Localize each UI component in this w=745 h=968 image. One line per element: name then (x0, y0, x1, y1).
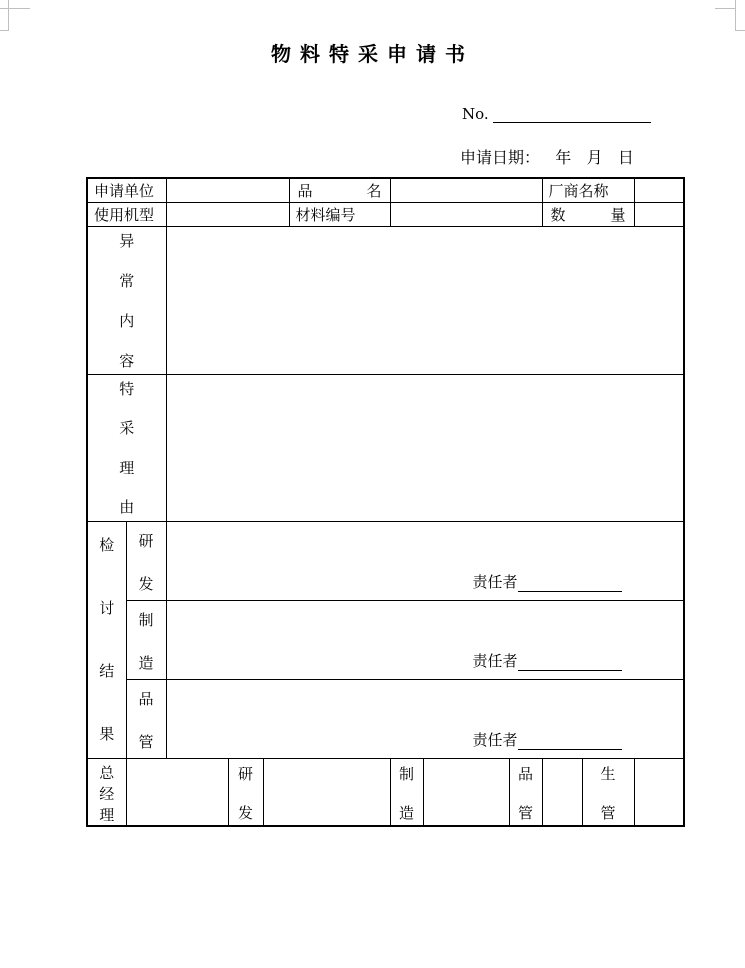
row-review-mfg (87, 600, 684, 679)
apply-date (460, 145, 634, 168)
approval-rd-char: 研 (238, 764, 254, 783)
review-rd-field[interactable] (166, 521, 684, 600)
special-reason-field[interactable] (166, 374, 684, 521)
mfg-responsible-field[interactable] (518, 656, 622, 671)
review-result-label (87, 521, 126, 758)
mfg-responsible (473, 650, 622, 671)
review-qc-field[interactable] (166, 679, 684, 758)
review-char: 结 (99, 661, 115, 680)
approval-pc-field[interactable] (634, 758, 684, 826)
apply-date-label: 申请日期： (460, 148, 541, 167)
form-number (462, 105, 651, 123)
abnormal-char: 异 (119, 231, 135, 250)
vendor-field[interactable] (634, 178, 684, 202)
approval-qc-char: 品 (518, 764, 534, 783)
form-title: 物料特采申请书 (271, 42, 474, 66)
apply-date-year: 年 (555, 148, 572, 167)
qc-responsible-field[interactable] (518, 735, 622, 750)
abnormal-char: 内 (119, 311, 135, 330)
quantity-field[interactable] (634, 202, 684, 226)
abnormal-content-field[interactable] (166, 226, 684, 374)
review-char: 检 (99, 535, 115, 554)
page-corner-mark (735, 0, 745, 31)
row-review-qc (87, 679, 684, 758)
review-char: 果 (99, 724, 115, 743)
approval-mfg-char: 制 (399, 764, 415, 783)
responsible-label: 责任者 (472, 651, 518, 670)
material-no-field[interactable] (390, 202, 542, 226)
special-reason-label (87, 374, 166, 521)
abnormal-char: 常 (119, 271, 135, 290)
form-number-label: No. (462, 105, 489, 123)
gm-label (87, 758, 126, 826)
approval-mfg-field[interactable] (423, 758, 509, 826)
gm-char: 总 (99, 763, 115, 782)
row-review-rd (87, 521, 684, 600)
responsible-label: 责任者 (472, 572, 518, 591)
reason-char: 由 (119, 498, 135, 517)
unit-label: 申请单位 (87, 178, 166, 202)
approval-qc-label (509, 758, 542, 826)
qc-responsible (473, 729, 622, 750)
vendor-label: 厂商名称 (542, 178, 634, 202)
approval-qc-field[interactable] (542, 758, 582, 826)
approval-rd-char: 发 (238, 803, 254, 822)
apply-date-day: 日 (617, 148, 634, 167)
approval-mfg-char: 造 (399, 803, 415, 822)
product-name-label: 品 名 (289, 178, 390, 202)
approval-rd-field[interactable] (263, 758, 390, 826)
review-qc-label (126, 679, 166, 758)
row-abnormal-content (87, 226, 684, 374)
gm-char: 理 (99, 805, 115, 824)
review-mfg-char: 制 (138, 610, 154, 629)
model-field[interactable] (166, 202, 289, 226)
review-mfg-char: 造 (138, 653, 154, 672)
approval-qc-char: 管 (518, 803, 534, 822)
model-label: 使用机型 (87, 202, 166, 226)
review-rd-char: 研 (138, 531, 154, 550)
approval-pc-label (582, 758, 634, 826)
gm-char: 经 (99, 784, 115, 803)
gm-sign-field[interactable] (126, 758, 228, 826)
row-model (87, 202, 684, 226)
review-qc-char: 品 (138, 689, 154, 708)
apply-date-month: 月 (586, 148, 603, 167)
rd-responsible (473, 571, 622, 592)
reason-char: 采 (119, 419, 135, 438)
approval-pc-char: 管 (600, 803, 616, 822)
unit-field[interactable] (166, 178, 289, 202)
application-form-table (86, 177, 685, 827)
page-corner-mark (0, 0, 30, 9)
review-rd-label (126, 521, 166, 600)
abnormal-char: 容 (119, 351, 135, 370)
row-unit (87, 178, 684, 202)
material-no-label: 材料编号 (289, 202, 390, 226)
product-name-field[interactable] (390, 178, 542, 202)
review-char: 讨 (99, 598, 115, 617)
row-approvals (87, 758, 684, 826)
review-mfg-field[interactable] (166, 600, 684, 679)
review-qc-char: 管 (138, 732, 154, 751)
approval-rd-label (228, 758, 263, 826)
reason-char: 理 (119, 458, 135, 477)
row-special-reason (87, 374, 684, 521)
abnormal-content-label (87, 226, 166, 374)
review-mfg-label (126, 600, 166, 679)
quantity-label: 数 量 (542, 202, 634, 226)
review-rd-char: 发 (138, 574, 154, 593)
rd-responsible-field[interactable] (518, 577, 622, 592)
reason-char: 特 (119, 379, 135, 398)
page-corner-mark (715, 0, 735, 9)
responsible-label: 责任者 (472, 730, 518, 749)
form-number-field[interactable] (493, 108, 651, 123)
approval-mfg-label (390, 758, 423, 826)
approval-pc-char: 生 (600, 764, 616, 783)
